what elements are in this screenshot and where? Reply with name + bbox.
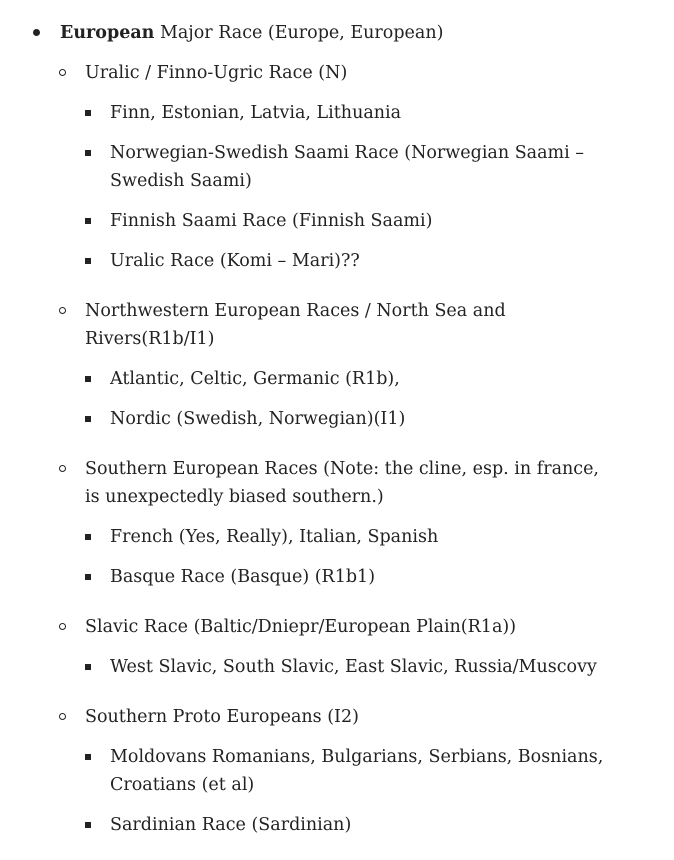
group-label: Northwestern European Races / North Sea and Rivers(R1b/I1) [85,301,506,349]
item-text: Nordic (Swedish, Norwegian)(I1) [110,409,406,429]
subsublist [85,365,605,433]
item-text: Finn, Estonian, Latvia, Lithuania [110,103,402,123]
group-label: Southern Proto Europeans (I2) [85,707,359,727]
disc-bullet [33,29,40,36]
item-text: Uralic Race (Komi – Mari)?? [110,251,360,271]
list-item [85,653,605,681]
square-bullet [85,218,91,224]
subsublist [85,523,605,591]
square-bullet [85,664,91,670]
square-bullet [85,574,91,580]
list-item [85,743,605,799]
square-bullet [85,534,91,540]
list-item-label [60,19,674,47]
item-text: French (Yes, Really), Italian, Spanish [110,527,439,547]
item-text: Sardinian Race (Sardinian) [110,815,352,835]
group-slavic [60,613,605,681]
item-text: Finnish Saami Race (Finnish Saami) [110,211,433,231]
subsublist [85,99,605,275]
sublist [60,59,674,839]
subsublist [85,653,605,681]
item-text: Basque Race (Basque) (R1b1) [110,567,376,587]
item-text: Atlantic, Celtic, Germanic (R1b), [110,369,400,389]
square-bullet [85,150,91,156]
item-text: Norwegian-Swedish Saami Race (Norwegian Saami – Swedish Saami) [110,143,585,191]
circle-bullet [59,69,66,76]
group-proto-european [60,703,605,839]
item-text: West Slavic, South Slavic, East Slavic, Russia/Muscovy [110,657,597,677]
group-label: Southern European Races (Note: the cline, esp. in france, is unexpectedly biased southern.) [85,459,599,507]
square-bullet [85,110,91,116]
list-item [85,563,605,591]
bold-label: European [60,23,155,43]
list-item [85,365,605,393]
label-rest: Major Race (Europe, European) [154,23,444,43]
list-item [85,523,605,551]
circle-bullet [59,713,66,720]
group-northwestern [60,297,605,433]
group-southern [60,455,605,591]
circle-bullet [59,465,66,472]
square-bullet [85,416,91,422]
square-bullet [85,754,91,760]
list-item [85,811,605,839]
group-uralic [60,59,605,275]
square-bullet [85,376,91,382]
group-label: Slavic Race (Baltic/Dniepr/European Plain(R1a)) [85,617,517,637]
circle-bullet [59,307,66,314]
square-bullet [85,258,91,264]
list-item [85,207,605,235]
item-text: Moldovans Romanians, Bulgarians, Serbians, Bosnians, Croatians (et al) [110,747,604,795]
list-item [85,405,605,433]
circle-bullet [59,623,66,630]
square-bullet [85,822,91,828]
group-label: Uralic / Finno-Ugric Race (N) [85,63,348,83]
list-item [85,99,605,127]
subsublist [85,743,605,839]
list-item [85,139,605,195]
list-item [85,247,605,275]
